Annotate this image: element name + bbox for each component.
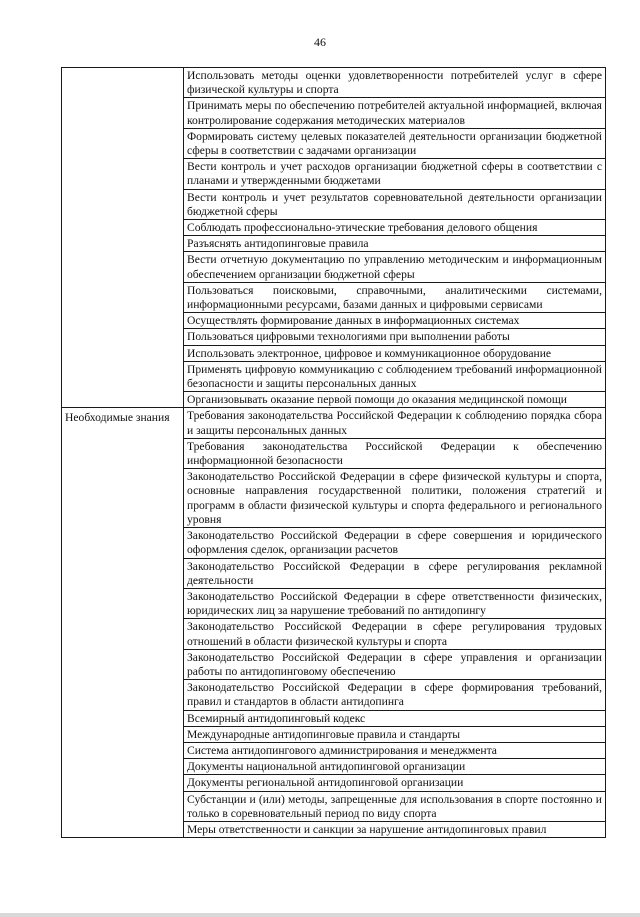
knowledge-label-cell <box>62 408 184 838</box>
knowledge-item: Требования законодательства Российской Федерации к соблюдению порядка сбора и защиты персональных данных <box>184 408 606 438</box>
skill-item: Принимать меры по обеспечению потребителей актуальной информацией, включая контролирование содержания методических материалов <box>184 98 606 128</box>
knowledge-label: Необходимые знания <box>65 411 170 425</box>
knowledge-item: Международные антидопинговые правила и стандарты <box>184 726 606 742</box>
skills-label <box>65 69 180 71</box>
skill-item: Организовывать оказание первой помощи до оказания медицинской помощи <box>184 392 606 408</box>
table-row <box>62 68 606 98</box>
knowledge-item: Система антидопингового администрирования и менеджмента <box>184 742 606 758</box>
knowledge-item: Законодательство Российской Федерации в сфере физической культуры и спорта, основные направления государственной политики, положения стратегий и программ в области физической культуры и спорта федерального и регионального уровня <box>184 469 606 528</box>
knowledge-item: Документы региональной антидопинговой организации <box>184 775 606 791</box>
knowledge-item: Законодательство Российской Федерации в сфере совершения и юридического оформления сделок, организации расчетов <box>184 528 606 558</box>
knowledge-item: Документы национальной антидопинговой организации <box>184 759 606 775</box>
knowledge-item: Законодательство Российской Федерации в сфере управления и организации работы по антидопинговому обеспечению <box>184 649 606 679</box>
skill-item: Разъяснять антидопинговые правила <box>184 236 606 252</box>
knowledge-item: Законодательство Российской Федерации в сфере регулирования рекламной деятельности <box>184 558 606 588</box>
skill-item: Вести отчетную документацию по управлению методическим и информационным обеспечением организации бюджетной сферы <box>184 252 606 282</box>
knowledge-item: Требования законодательства Российской Федерации к обеспечению информационной безопасности <box>184 438 606 468</box>
knowledge-item: Всемирный антидопинговый кодекс <box>184 710 606 726</box>
skill-item: Формировать систему целевых показателей деятельности организации бюджетной сферы в соответствии с задачами организации <box>184 128 606 158</box>
skill-item: Применять цифровую коммуникацию с соблюдением требований информационной безопасности и защиты персональных данных <box>184 361 606 391</box>
skills-label-cell <box>62 68 184 408</box>
skill-item: Пользоваться цифровыми технологиями при выполнении работы <box>184 329 606 345</box>
scan-bottom-edge <box>0 913 640 917</box>
knowledge-item: Законодательство Российской Федерации в сфере формирования требований, правил и стандартов в области антидопинга <box>184 680 606 710</box>
skill-item: Вести контроль и учет расходов организации бюджетной сферы в соответствии с планами и утвержденными бюджетами <box>184 159 606 189</box>
skill-item: Осуществлять формирование данных в информационных системах <box>184 313 606 329</box>
requirements-table-body <box>62 68 606 838</box>
table-row <box>62 408 606 438</box>
knowledge-item: Меры ответственности и санкции за нарушение антидопинговых правил <box>184 821 606 837</box>
skill-item: Вести контроль и учет результатов соревновательной деятельности организации бюджетной сферы <box>184 189 606 219</box>
requirements-table <box>61 67 606 838</box>
knowledge-item: Законодательство Российской Федерации в сфере регулирования трудовых отношений в области физической культуры и спорта <box>184 619 606 649</box>
skill-item: Соблюдать профессионально-этические требования делового общения <box>184 220 606 236</box>
skill-item: Использовать методы оценки удовлетворенности потребителей услуг в сфере физической культуры и спорта <box>184 68 606 98</box>
skill-item: Пользоваться поисковыми, справочными, аналитическими системами, информационными ресурсами, базами данных и цифровыми сервисами <box>184 282 606 312</box>
knowledge-item: Субстанции и (или) методы, запрещенные для использования в спорте постоянно и только в соревновательный период по виду спорта <box>184 791 606 821</box>
skill-item: Использовать электронное, цифровое и коммуникационное оборудование <box>184 345 606 361</box>
knowledge-item: Законодательство Российской Федерации в сфере ответственности физических, юридических лиц за нарушение требований по антидопингу <box>184 588 606 618</box>
page-number: 46 <box>314 35 326 49</box>
